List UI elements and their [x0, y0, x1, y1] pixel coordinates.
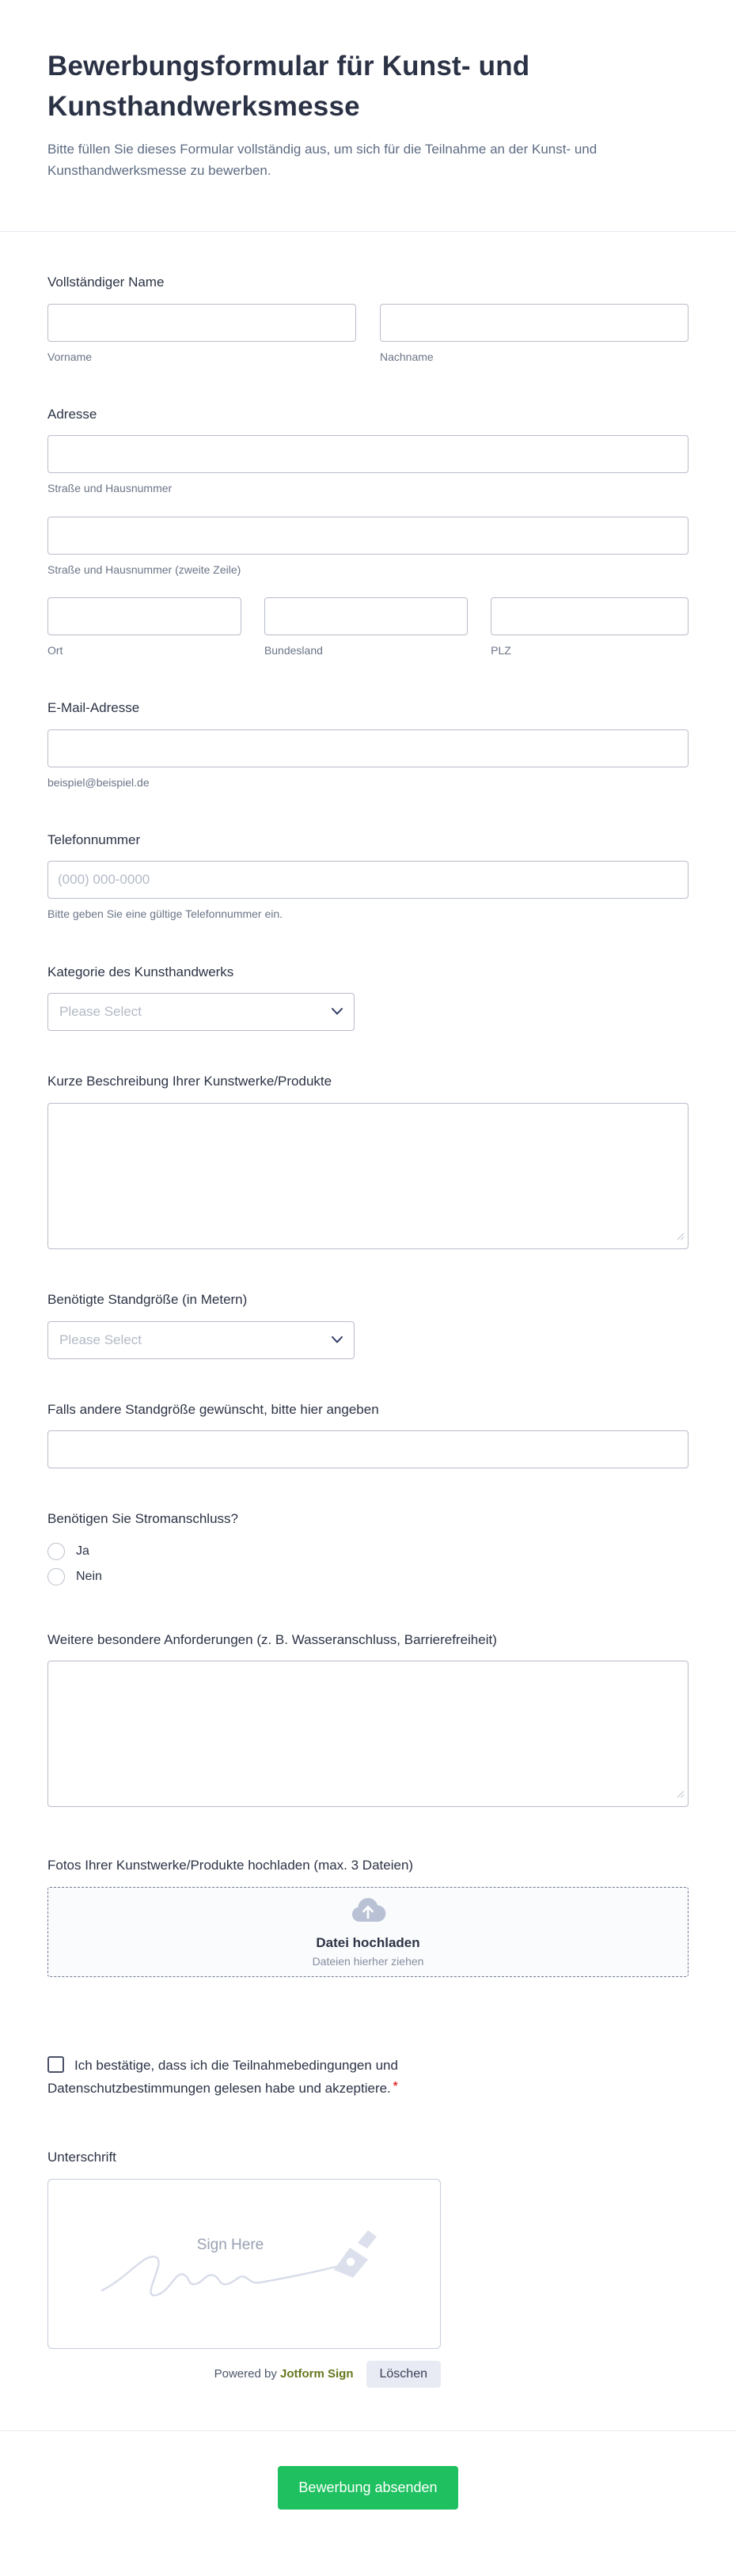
- question-power: [47, 1510, 689, 1589]
- signature-pad[interactable]: [47, 2179, 441, 2349]
- resize-handle-icon[interactable]: [677, 1230, 685, 1244]
- description-textarea[interactable]: [47, 1103, 689, 1249]
- upload-hint: Dateien hierher ziehen: [312, 1955, 424, 1968]
- other-size-label: Falls andere Standgröße gewünscht, bitte hier angeben: [47, 1401, 379, 1417]
- email-label: E-Mail-Adresse: [47, 699, 140, 715]
- signature-clear-button[interactable]: Löschen: [366, 2361, 442, 2388]
- radio-option-ja[interactable]: [47, 1539, 689, 1564]
- terms-checkbox-row[interactable]: [47, 2055, 431, 2099]
- stand-size-select[interactable]: [47, 1321, 355, 1359]
- radio-option-nein-label: Nein: [76, 1569, 102, 1583]
- form-header: [47, 46, 689, 182]
- state-input[interactable]: [264, 597, 468, 635]
- resize-handle-icon[interactable]: [677, 1788, 685, 1802]
- category-select-value: Please Select: [59, 1004, 142, 1020]
- email-sublabel: beispiel@beispiel.de: [47, 775, 150, 789]
- page-title: Bewerbungsformular für Kunst- und Kunsthandwerksmesse: [47, 51, 530, 123]
- full-name-label: Vollständiger Name: [47, 274, 165, 290]
- powered-by-text: Powered by: [214, 2367, 277, 2381]
- submit-button[interactable]: Bewerbung absenden: [278, 2466, 457, 2510]
- requirements-label: Weitere besondere Anforderungen (z. B. Wasseranschluss, Barrierefreiheit): [47, 1631, 497, 1647]
- email-input[interactable]: [47, 729, 689, 767]
- city-group: [47, 597, 241, 657]
- street-line1-input[interactable]: [47, 435, 689, 473]
- question-full-name: [47, 273, 689, 364]
- submit-area: [0, 2431, 736, 2549]
- category-label: Kategorie des Kunsthandwerks: [47, 964, 234, 979]
- question-upload: [47, 1856, 689, 1977]
- street-line2-sublabel: Straße und Hausnummer (zweite Zeile): [47, 563, 241, 576]
- upload-button-text: Datei hochladen: [316, 1935, 420, 1951]
- phone-sublabel: Bitte geben Sie eine gültige Telefonnummer ein.: [47, 907, 283, 921]
- power-radio-group: [47, 1539, 689, 1589]
- upload-label: Fotos Ihrer Kunstwerke/Produkte hochladen (max. 3 Dateien): [47, 1858, 414, 1873]
- question-stand-size: [47, 1290, 689, 1359]
- question-phone: [47, 831, 689, 922]
- question-description: [47, 1072, 689, 1249]
- file-upload-dropzone[interactable]: [47, 1887, 689, 1977]
- state-group: [264, 597, 468, 657]
- powered-by: [214, 2367, 354, 2381]
- street-line1-sublabel: Straße und Hausnummer: [47, 482, 173, 495]
- phone-input[interactable]: [47, 861, 689, 899]
- phone-label: Telefonnummer: [47, 832, 141, 847]
- city-sublabel: Ort: [47, 643, 63, 657]
- stand-size-label: Benötigte Standgröße (in Metern): [47, 1291, 248, 1307]
- signature-footer: [47, 2361, 441, 2388]
- chevron-down-icon: [332, 1005, 343, 1019]
- address-label: Adresse: [47, 406, 97, 422]
- signature-label: Unterschrift: [47, 2150, 116, 2165]
- question-other-size: [47, 1400, 689, 1469]
- other-size-input[interactable]: [47, 1430, 689, 1468]
- first-name-input[interactable]: [47, 304, 356, 342]
- radio-option-ja-label: Ja: [76, 1544, 89, 1558]
- radio-icon[interactable]: [47, 1543, 65, 1560]
- last-name-input[interactable]: [380, 304, 689, 342]
- radio-option-nein[interactable]: [47, 1564, 689, 1589]
- state-sublabel: Bundesland: [264, 643, 323, 657]
- checkbox-icon[interactable]: [47, 2056, 64, 2073]
- first-name-sublabel: Vorname: [47, 350, 93, 363]
- zip-input[interactable]: [491, 597, 689, 635]
- header-divider: [0, 231, 736, 232]
- city-input[interactable]: [47, 597, 241, 635]
- question-requirements: [47, 1631, 689, 1808]
- page-subtitle: Bitte füllen Sie dieses Formular vollständig aus, um sich für die Teilnahme an der Kunst- und Kunsthandwerksmesse zu bewerben.: [47, 141, 598, 179]
- chevron-down-icon: [332, 1333, 343, 1347]
- category-select[interactable]: [47, 993, 355, 1031]
- pen-nib-icon: [334, 2230, 377, 2278]
- power-label: Benötigen Sie Stromanschluss?: [47, 1511, 238, 1527]
- description-label: Kurze Beschreibung Ihrer Kunstwerke/Produkte: [47, 1074, 332, 1089]
- question-category: [47, 963, 689, 1032]
- radio-icon[interactable]: [47, 1568, 65, 1585]
- stand-size-select-value: Please Select: [59, 1332, 142, 1347]
- zip-group: [491, 597, 689, 657]
- question-address: [47, 405, 689, 657]
- cloud-upload-icon: [350, 1896, 386, 1929]
- last-name-sublabel: Nachname: [380, 350, 434, 363]
- jotform-sign-brand: Jotform Sign: [280, 2367, 354, 2381]
- svg-text:Sign Here: Sign Here: [196, 2237, 264, 2254]
- first-name-group: [47, 304, 356, 364]
- question-signature: [47, 2148, 689, 2388]
- terms-label: Ich bestätige, dass ich die Teilnahmebedingungen und Datenschutzbestimmungen gelesen habe und akzeptiere.: [47, 2058, 398, 2096]
- required-asterisk: *: [393, 2078, 398, 2093]
- requirements-textarea[interactable]: [47, 1661, 689, 1807]
- last-name-group: [380, 304, 689, 364]
- sign-here-placeholder: [94, 2222, 395, 2305]
- street-line2-input[interactable]: [47, 517, 689, 555]
- zip-sublabel: PLZ: [491, 643, 511, 657]
- question-email: [47, 699, 689, 790]
